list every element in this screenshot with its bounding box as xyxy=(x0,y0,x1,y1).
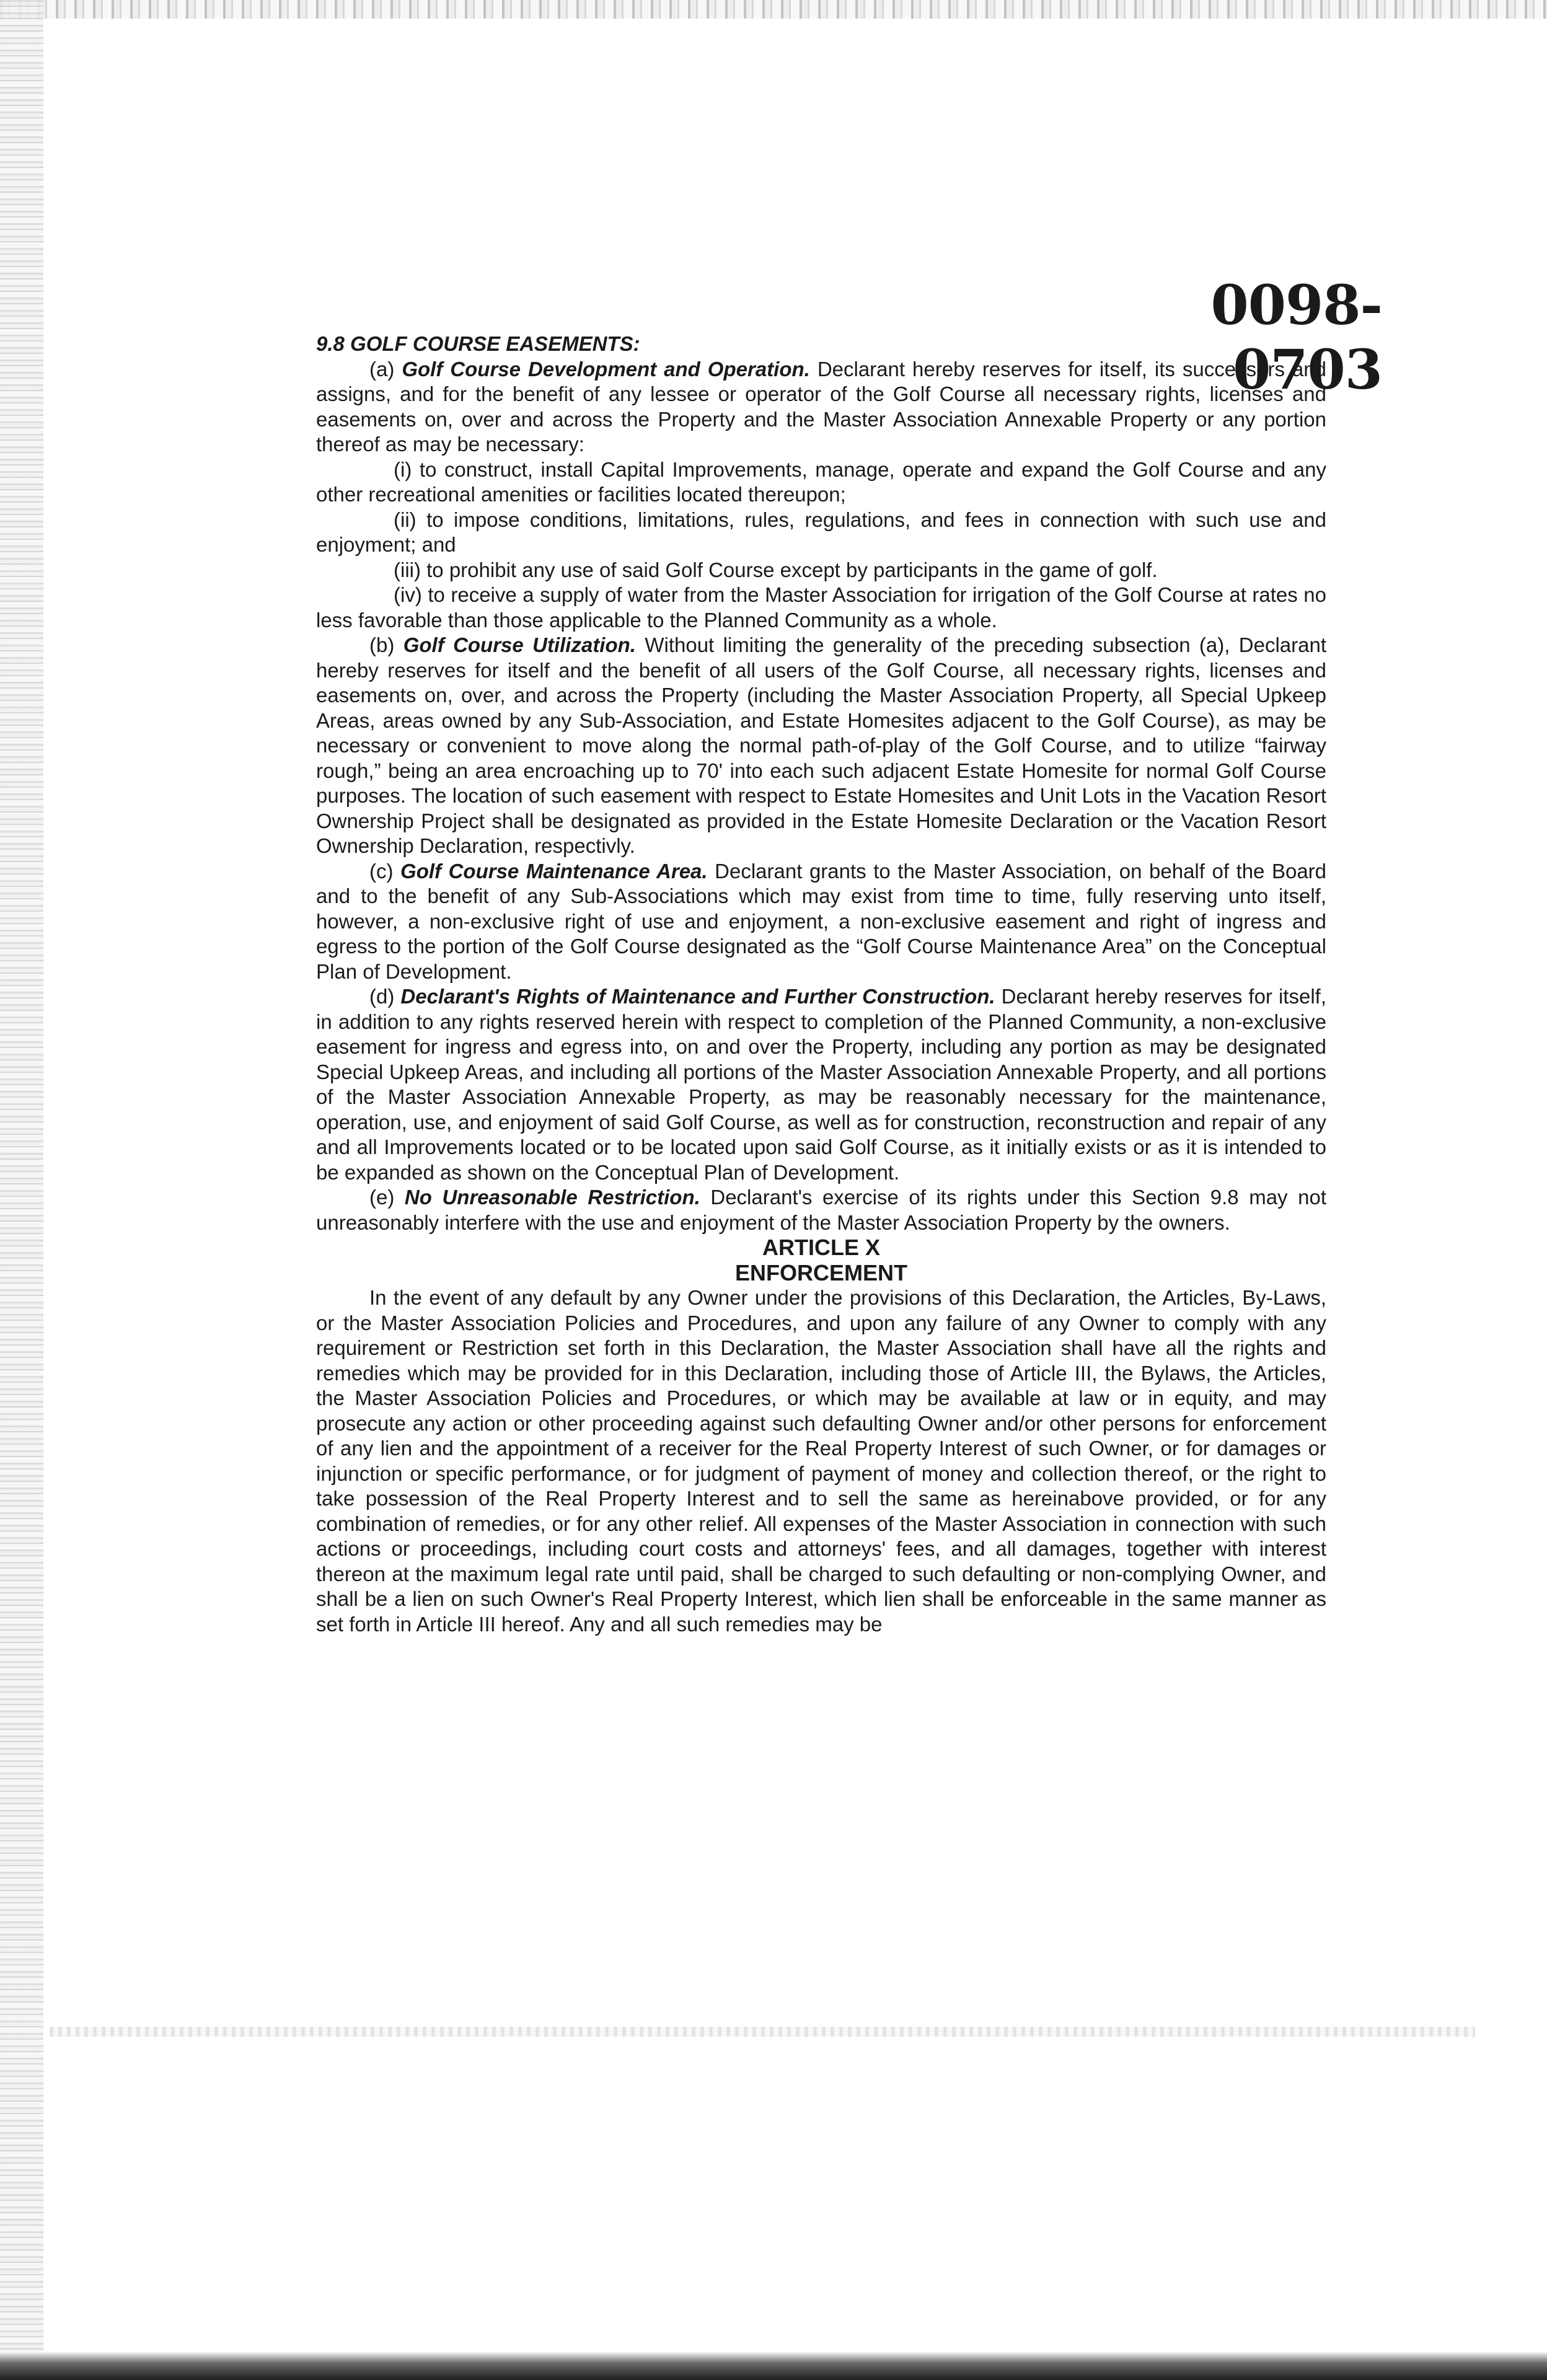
document-number: 0098-0703 xyxy=(1210,273,1382,402)
article-body: In the event of any default by any Owner under the provisions of this Declaration, the Articles, By-Laws, or the Master Association Policies and Procedures, and upon any failure of any Owner to comply with any requirement or Restriction set forth in this Declaration, the Master Association shall have all the rights and remedies which may be provided for in this Declaration, including those of Article III, the Bylaws, the Articles, the Master Association Policies and Procedures, or which may be available at law or in equity, and may prosecute any action or other proceeding against such defaulting Owner and/or other persons for enforcement of any lien and the appointment of a receiver for the Real Property Interest of such Owner, or for damages or injunction or specific performance, or for judgment of payment of money and collection thereof, or the right to take possession of the Real Property Interest and to sell the same as hereinabove provided, or for any combination of remedies, or for any other relief. All expenses of the Master Association in connection with such actions or proceedings, including court costs and attorneys' fees, and all damages, together with interest thereon at the maximum legal rate until paid, shall be charged to such defaulting or non-complying Owner, and shall be a lien on such Owner's Real Property Interest, which lien shall be enforceable in the same manner as set forth in Article III hereof. Any and all such remedies may be xyxy=(316,1286,1326,1636)
article-subtitle: ENFORCEMENT xyxy=(735,1259,907,1285)
article-title: ARTICLE X xyxy=(762,1235,880,1260)
paragraph-a-title: Golf Course Development and Operation. xyxy=(402,357,810,381)
scan-smudge xyxy=(50,2027,1475,2037)
paragraph-a xyxy=(316,357,1326,457)
paragraph-b xyxy=(316,633,1326,859)
paragraph-a-text: Declarant hereby reserves for itself, its successors and assigns, and for the benefit of any lessee or operator of the Golf Course all necessary rights, licenses and easements on, over and across the Property and the Master Association Annexable Property or any portion thereof as may be necessary: xyxy=(316,357,1326,456)
list-item-ii: (ii) to impose conditions, limitations, rules, regulations, and fees in connection with such use and enjoyment; and xyxy=(316,508,1326,556)
scan-edge-bottom xyxy=(0,2351,1547,2380)
paragraph-d xyxy=(316,984,1326,1185)
paragraph-e-title: No Unreasonable Restriction. xyxy=(404,1186,700,1209)
paragraph-c xyxy=(316,859,1326,985)
paragraph-d-text: Declarant hereby reserves for itself, in addition to any rights reserved herein with respect to completion of the Planned Community, a non-exclusive easement for ingress and egress into, on and over the Property, including any portion as may be designated Special Upkeep Areas, and including all portions of the Master Association Annexable Property, and all portions of the Master Association Annexable Property, as may be reasonably necessary for the maintenance, operation, use, and enjoyment of said Golf Course, as well as for construction, reconstruction and repair of any and all Improvements located or to be located upon said Golf Course, as it initially exists or as it is intended to be expanded as shown on the Conceptual Plan of Development. xyxy=(316,985,1326,1184)
paragraph-e-text: Declarant's exercise of its rights under this Section 9.8 may not unreasonably interfere with the use and enjoyment of the Master Association Property by the owners. xyxy=(316,1186,1326,1234)
paragraph-e-label: (e) xyxy=(369,1186,395,1209)
document-body xyxy=(316,332,1326,1637)
paragraph-b-text: Without limiting the generality of the preceding subsection (a), Declarant hereby reserves for itself and the benefit of all users of the Golf Course, all necessary rights, licenses and easements on, over, and across the Property (including the Master Association Property, all Special Upkeep Areas, areas owned by any Sub-Association, and Estate Homesites adjacent to the Golf Course), as may be necessary or convenient to move along the normal path-of-play of the Golf Course, and to utilize “fairway rough,” being an area encroaching up to 70' into each such adjacent Estate Homesite for normal Golf Course purposes. The location of such easement with respect to Estate Homesites and Unit Lots in the Vacation Resort Ownership Project shall be designated as provided in the Estate Homesite Declaration or the Vacation Resort Ownership Declaration, respectivly. xyxy=(316,633,1327,857)
scan-edge-left xyxy=(0,0,43,2380)
list-item-iv: (iv) to receive a supply of water from the Master Association for irrigation of the Golf Course at rates no less favorable than those applicable to the Planned Community as a whole. xyxy=(316,583,1326,632)
section-heading: 9.8 GOLF COURSE EASEMENTS: xyxy=(316,332,640,355)
list-item-i: (i) to construct, install Capital Improvements, manage, operate and expand the Golf Course and any other recreational amenities or facilities located thereupon; xyxy=(316,457,1326,506)
paragraph-c-text: Declarant grants to the Master Association, on behalf of the Board and to the benefit of any Sub-Associations which may exist from time to time, fully reserving unto itself, however, a non-exclusive right of use and enjoyment, a non-exclusive easement and right of ingress and egress to the portion of the Golf Course designated as the “Golf Course Maintenance Area” on the Conceptual Plan of Development. xyxy=(316,859,1327,983)
paragraph-b-title: Golf Course Utilization. xyxy=(403,633,636,656)
paragraph-a-label: (a) xyxy=(369,357,395,381)
paragraph-d-title: Declarant's Rights of Maintenance and Further Construction. xyxy=(400,985,995,1008)
paragraph-c-label: (c) xyxy=(369,859,394,883)
paragraph-b-label: (b) xyxy=(369,633,395,656)
paragraph-d-label: (d) xyxy=(369,985,395,1008)
scan-edge-top xyxy=(0,0,1547,19)
paragraph-c-title: Golf Course Maintenance Area. xyxy=(400,859,708,883)
paragraph-e xyxy=(316,1185,1326,1235)
list-item-iii: (iii) to prohibit any use of said Golf Course except by participants in the game of golf. xyxy=(394,558,1158,581)
